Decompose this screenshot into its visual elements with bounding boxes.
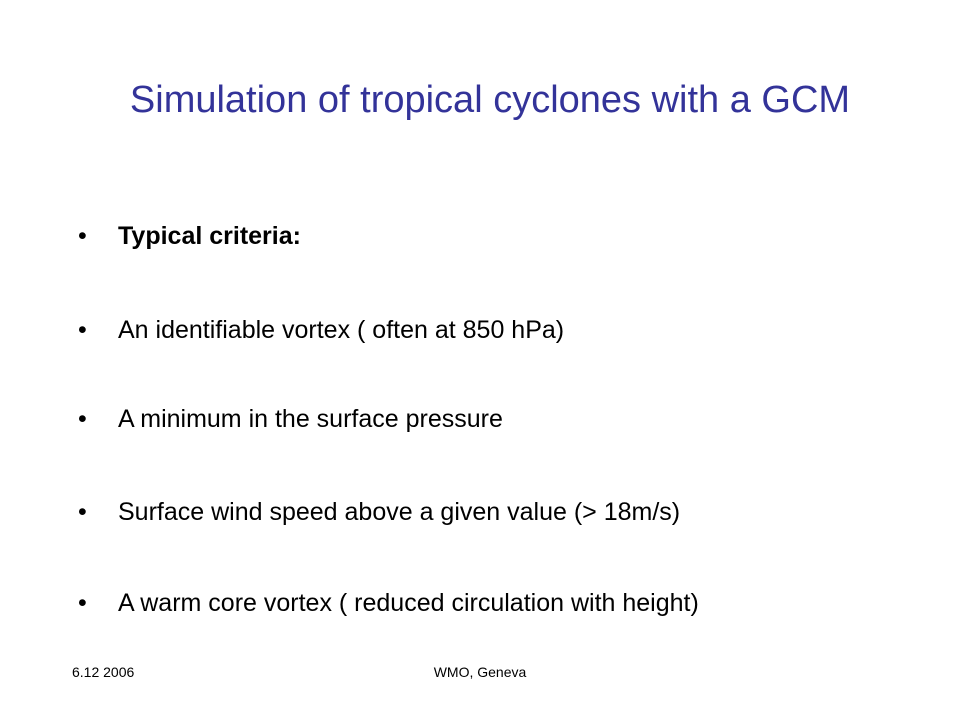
footer-date: 6.12 2006 [72, 664, 135, 680]
slide-title: Simulation of tropical cyclones with a GCM [129, 79, 851, 121]
bullet-text: A warm core vortex ( reduced circulation with height) [118, 589, 699, 617]
bullet-text: A minimum in the surface pressure [118, 405, 503, 433]
bullet-item-criteria [78, 216, 918, 256]
bullet-text: Surface wind speed above a given value (> 18m/s) [118, 498, 681, 526]
bullet-item-warm-core [78, 583, 918, 623]
bullet-item-pressure [78, 399, 918, 439]
footer-organization: WMO, Geneva [433, 664, 527, 680]
bullet-dot-icon: • [78, 316, 87, 344]
bullet-text: An identifiable vortex ( often at 850 hPa) [118, 316, 565, 344]
bullet-item-wind-speed [78, 492, 918, 532]
bullet-dot-icon: • [78, 405, 87, 433]
bullet-item-vortex [78, 310, 918, 350]
bullet-dot-icon: • [78, 222, 87, 250]
bullet-dot-icon: • [78, 498, 87, 526]
bullet-text: Typical criteria: [118, 222, 301, 250]
bullet-dot-icon: • [78, 589, 87, 617]
